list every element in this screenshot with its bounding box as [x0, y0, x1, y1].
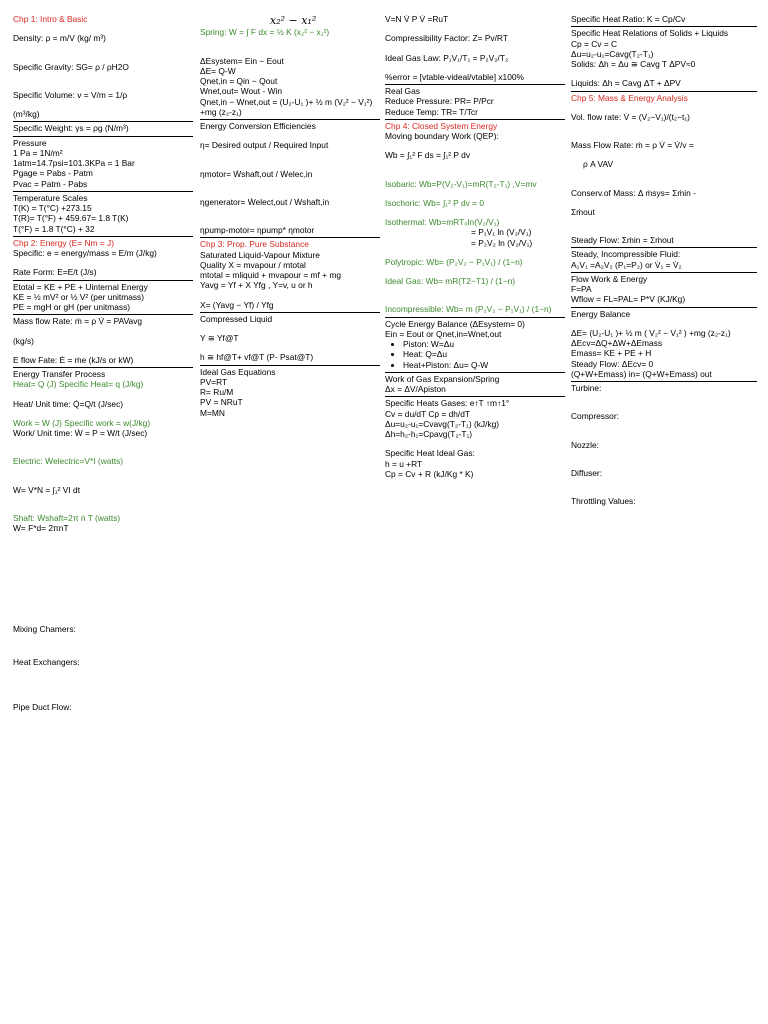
reduced-temperature: Reduce Temp: TR= T/Tcr [385, 106, 478, 117]
work-definition-text: Work = W (J) Specific work = w(J/kg) [13, 417, 151, 428]
diffuser-label: Diffuser: [571, 467, 603, 478]
y-avg: Yavg = Yf + X Yfg , Y=v, u or h [200, 280, 313, 291]
heading-chp1: Chp 1: Intro & Basic [13, 14, 88, 24]
conservation-of-mass: Conserv.of Mass: Δ ṁsys= Σṁin - [571, 187, 696, 198]
heat-exchangers-label: Heat Exchangers: [13, 657, 80, 667]
electric-work-integral: W= V*N = ∫₁² VI dt [13, 484, 81, 495]
enthalpy-relation: h = u +RT [385, 458, 423, 469]
column-2 [200, 14, 380, 418]
specific-heat-ratio: Specific Heat Ratio: K = Cp/Cv [571, 14, 686, 24]
cp-cv-relation: Cp = Cv + R (kJ/Kg * K) [385, 468, 474, 479]
delta-h: Δh=h₂-h₁=Cpavg(T₂-T₁) [385, 429, 473, 439]
polytropic-text: Polytropic: Wb= (P₂V₂ − P₁V₁) / (1−n) [385, 256, 523, 267]
turbine-label: Turbine: [571, 381, 757, 393]
pump-motor-efficiency: ηpump-motor= ηpump* ηmotor [200, 225, 315, 236]
incompressible-text: Incompressible: Wb= m (P₂V₂ − P₁V₁) / (1−n) [385, 304, 552, 315]
heading-chp3: Chp 3: Prop. Pure Substance [200, 237, 380, 249]
isobaric-text: Isobaric: Wb=P(V₂-V₁)=mR(T₂-T₁) ,V=mv [385, 178, 537, 189]
gas-expansion-heading: Work of Gas Expansion/Spring [385, 372, 565, 384]
volume-flow-rate: Vol. flow rate: V̇ = (V₂−V₁)/(t₂−t₁) [571, 111, 690, 122]
compressed-liquid-heading: Compressed Liquid [200, 312, 380, 324]
shaft-work-2: W= F*d= 2πnT [13, 523, 69, 533]
isochoric-text: Isochoric: Wb= ∫₁² P dv = 0 [385, 197, 484, 208]
cycle-balance-eq: Ein = Eout or Qnet,in=Wnet,out [385, 328, 502, 339]
density-formula: Density: ρ = m/V (kg/ m³) [13, 33, 106, 44]
polytropic [385, 257, 565, 267]
spring-superscript: x₂² − x₁² [270, 14, 317, 27]
percent-error: %error = [vtable-videal/vtable] x100% [385, 71, 524, 82]
specific-heat-ideal-heading: Specific Heat Ideal Gas: [385, 448, 475, 459]
incompressible [385, 304, 565, 314]
isothermal [385, 217, 565, 227]
pipe-duct-flow-label: Pipe Duct Flow: [13, 702, 72, 712]
ideal-gas-2: R= Ru/M [200, 387, 234, 398]
ideal-gas-1: PV=RT [200, 376, 228, 387]
heading-chp4: Chp 4: Closed System Energy [385, 119, 565, 131]
mass-flow-rate-chp5: Mass Flow Rate: ṁ = ρ V̇ = V̇/v = [571, 140, 694, 150]
total-mass: mtotal = mliquid + mvapour = mf + mg [200, 270, 342, 281]
compressibility-factor: Compressibility Factor: Z= Pv/RT [385, 33, 508, 44]
electric-work-text: Electric: Ẇelectric=V*I (watts) [13, 456, 124, 467]
heat-definition [13, 379, 193, 389]
cycle-balance: Cycle Energy Balance (ΔEsystem= 0) [385, 317, 565, 329]
reduced-pressure: Reduce Pressure: PR= P/Pcr [385, 96, 494, 107]
generator-efficiency: ηgenerator= Ẇelect,out / Ẇshaft,in [200, 196, 330, 207]
molar-relation: V=N V̇ P V̇ =RuT [385, 14, 449, 24]
delta-e-system: ΔEsystem= Ein − Eout [200, 55, 284, 66]
gas-expansion: Δx = ΔV/Apiston [385, 384, 446, 394]
fahrenheit-conversion: T(°F) = 1.8 T(°C) + 32 [13, 223, 95, 234]
liquids: Liquids: Δh = Cavg ΔT + ΔPV [571, 78, 681, 89]
heading-chp2: Chp 2: Energy (E= Nm = J) [13, 236, 193, 248]
specific-volume-units: (m³/kg) [13, 109, 40, 119]
gage-pressure: Pgage = Pabs - Patm [13, 168, 93, 179]
delta-u-solid: Δu=u₂-u₁=Cavg(T₂-T₁) [571, 48, 654, 59]
specific-gravity-formula: Specific Gravity: SG= ρ / ρH2O [13, 61, 129, 72]
energy-balance-closed: Qnet,in − Wnet,out = (U₂-U₁ )+ ½ m (V₂² − V₁²) +mg (z₂-z₁) [200, 96, 373, 117]
delta-e-cv: ΔEcv=ΔQ+ΔW+ΔEmass [571, 338, 663, 348]
column-4 [571, 14, 757, 506]
cp-cv-c: Cp = Cv = C [571, 38, 618, 49]
isobaric [385, 179, 565, 189]
throttling-label: Throttling Values: [571, 496, 636, 506]
cv-cp: Cv = du/dT Cp = dh/dT [385, 408, 471, 419]
heat-piston-bullet: • Heat+Piston: Δu= Q-W [403, 360, 565, 370]
steady-incompressible: Steady, Incompressible Fluid: [571, 247, 757, 259]
work-rate: Work/ Unit time: Ẇ = P = W/t (J/sec) [13, 428, 148, 438]
rankine-conversion: T(R)= T(°F) + 459.67= 1.8 T(K) [13, 213, 129, 224]
continuity: A₁V₁ =A₂V₂ (P₁=P₂) or V̇₁ = V̇₂ [571, 259, 682, 270]
e-mass: Emass= KE + PE + H [571, 348, 652, 359]
energy-transfer-heading: Energy Transfer Process [13, 367, 193, 379]
kinetic-energy: KE = ½ mV² or ½ V² (per unitmass) [13, 291, 145, 302]
column-3 [385, 14, 565, 479]
energy-in-out: (Q+W+Emass) in= (Q+W+Emass) out [571, 368, 712, 379]
conservation-of-mass-2: Σṁout [571, 206, 595, 217]
energy-balance-heading: Energy Balance [571, 307, 757, 319]
ideal-gas-heading: Ideal Gas Equations [200, 365, 380, 377]
vacuum-pressure: Pvac = Patm - Pabs [13, 178, 88, 189]
rate-form: Rate Form: E=E/t (J/s) [13, 267, 97, 278]
solids-liquids-heading: Specific Heat Relations of Solids + Liquids [571, 26, 757, 38]
steady-flow: Steady Flow: Σṁin = Σṁout [571, 235, 674, 245]
boundary-work: Wb = ∫₁² F ds = ∫₁² P dv [385, 150, 471, 161]
mixing-chambers-label: Mixing Chamers: [13, 624, 76, 634]
saturated-mixture: Saturated Liquid-Vapour Mixture [200, 249, 320, 260]
efficiency-general: η= Desired output / Required Input [200, 140, 329, 151]
ideal-gas-law: Ideal Gas Law: P₁V₁/T₁ = P₂V₂/T₂ [385, 52, 509, 63]
force-pressure: F=PA [571, 284, 592, 294]
steady-flow-energy: Steady Flow: ΔEcv= 0 [571, 358, 654, 369]
isothermal-text: Isothermal: Wb=mRT₀ln(V₂/V₁) [385, 217, 500, 227]
motor-efficiency: ηmotor= Ẇshaft,out / Ẇelec,in [200, 168, 313, 179]
mass-flow-rate-2: ρ A VAV [583, 159, 614, 170]
boundary-work-heading: Moving boundary Work (QEP): [385, 131, 499, 141]
delta-u: Δu=u₂-u₁=Cvavg(T₂-T₁) (kJ/kg) [385, 418, 500, 429]
efficiency-heading: Energy Conversion Efficiencies [200, 119, 380, 131]
pressure-heading: Pressure [13, 136, 193, 148]
quality: Quality X = mvapour / mtotal [200, 259, 306, 270]
isothermal-3: = P₂V₂ ln (V₂/V₁) [471, 237, 533, 248]
compressor-label: Compressor: [571, 411, 619, 422]
column-1 [13, 14, 193, 533]
compressed-liquid-y: Y ≅ Yf@T [200, 333, 239, 344]
ideal-gas-4: M=MN [200, 407, 225, 418]
isothermal-2: = P₁V₁ ln (V₂/V₁) [471, 227, 532, 238]
flow-work: Wflow = FL=PAL= P*V (KJ/Kg) [571, 294, 686, 305]
heat-definition-text: Heat= Q (J) Specific Heat= q (J/kg) [13, 379, 144, 390]
pascal-definition: 1 Pa = 1N/m² [13, 147, 63, 158]
cycle-bullets [403, 339, 565, 370]
w-net-out: Wnet,out= Wout - Win [200, 86, 282, 97]
isochoric [385, 198, 565, 208]
flow-work-heading: Flow Work & Energy [571, 272, 757, 284]
spring-work [200, 27, 380, 37]
work-definition [13, 418, 193, 428]
specific-energy: Specific: e = energy/mass = E/m (J/kg) [13, 248, 157, 258]
spring-work-text: Spring: W = ∫ F dx = ½ K (x₂² − x₁²) [200, 27, 330, 38]
ideal-gas-3: PV = NRuT [200, 397, 243, 408]
atm-conversion: 1atm=14.7psi=101.3KPa = 1 Bar [13, 158, 135, 168]
nozzle-label: Nozzle: [571, 439, 599, 450]
total-energy: Etotal = KE + PE + Uinternal Energy [13, 280, 193, 292]
ideal-gas-work-text: Ideal Gas: Wb= mR(T2−T1) / (1−n) [385, 276, 516, 286]
specific-volume-formula: Specific Volume: v = V/m = 1/ρ [13, 89, 128, 100]
real-gas-heading: Real Gas [385, 84, 565, 96]
delta-e: ΔE= Q-W [200, 65, 236, 76]
ideal-gas-work [385, 276, 565, 286]
heading-chp5: Chp 5: Mass & Energy Analysis [571, 91, 757, 103]
piston-bullet: • Piston: W=Δu [403, 339, 565, 349]
shaft-work-text: Shaft: Ẇshaft=2π ṅ T (watts) [13, 512, 121, 523]
heat-rate: Heat/ Unit time: Q̇=Q/t (J/sec) [13, 398, 124, 409]
mass-flow-rate: Mass flow Rate: ṁ = ρ V̇ = PAVavg [13, 314, 193, 326]
temperature-heading: Temperature Scales [13, 191, 193, 203]
specific-heats-heading: Specific Heats Gases: e↑T ↑m↑1° [385, 396, 565, 408]
compressed-liquid-h: h ≅ hf@T+ vf@T (P- Psat@T) [200, 352, 314, 363]
mass-flow-units: (kg/s) [13, 335, 34, 346]
potential-energy: PE = mgH or gH (per unitmass) [13, 302, 131, 312]
electric-work [13, 456, 193, 466]
specific-weight-formula: Specific Weight: γs = ρg (N/m³) [13, 121, 193, 133]
shaft-work [13, 513, 193, 523]
quality-formula: X= (Yavg − Yf) / Yfg [200, 299, 274, 310]
kelvin-conversion: T(K) = T(°C) +273.15 [13, 203, 92, 213]
energy-balance-open: ΔE= (U₂-U₁ )+ ½ m ( V₂² − V₁² ) +mg (z₂-z₁) [571, 327, 731, 338]
heat-bullet: • Heat: Q=Δu [403, 349, 565, 359]
energy-flow-rate: E flow Fate: Ė = ṁe (kJ/s or kW) [13, 354, 134, 365]
solids: Solids: Δh = Δu ≅ Cavg T ΔPV≈0 [571, 59, 696, 69]
q-net-in: Qnet,in = Qin − Qout [200, 76, 278, 87]
